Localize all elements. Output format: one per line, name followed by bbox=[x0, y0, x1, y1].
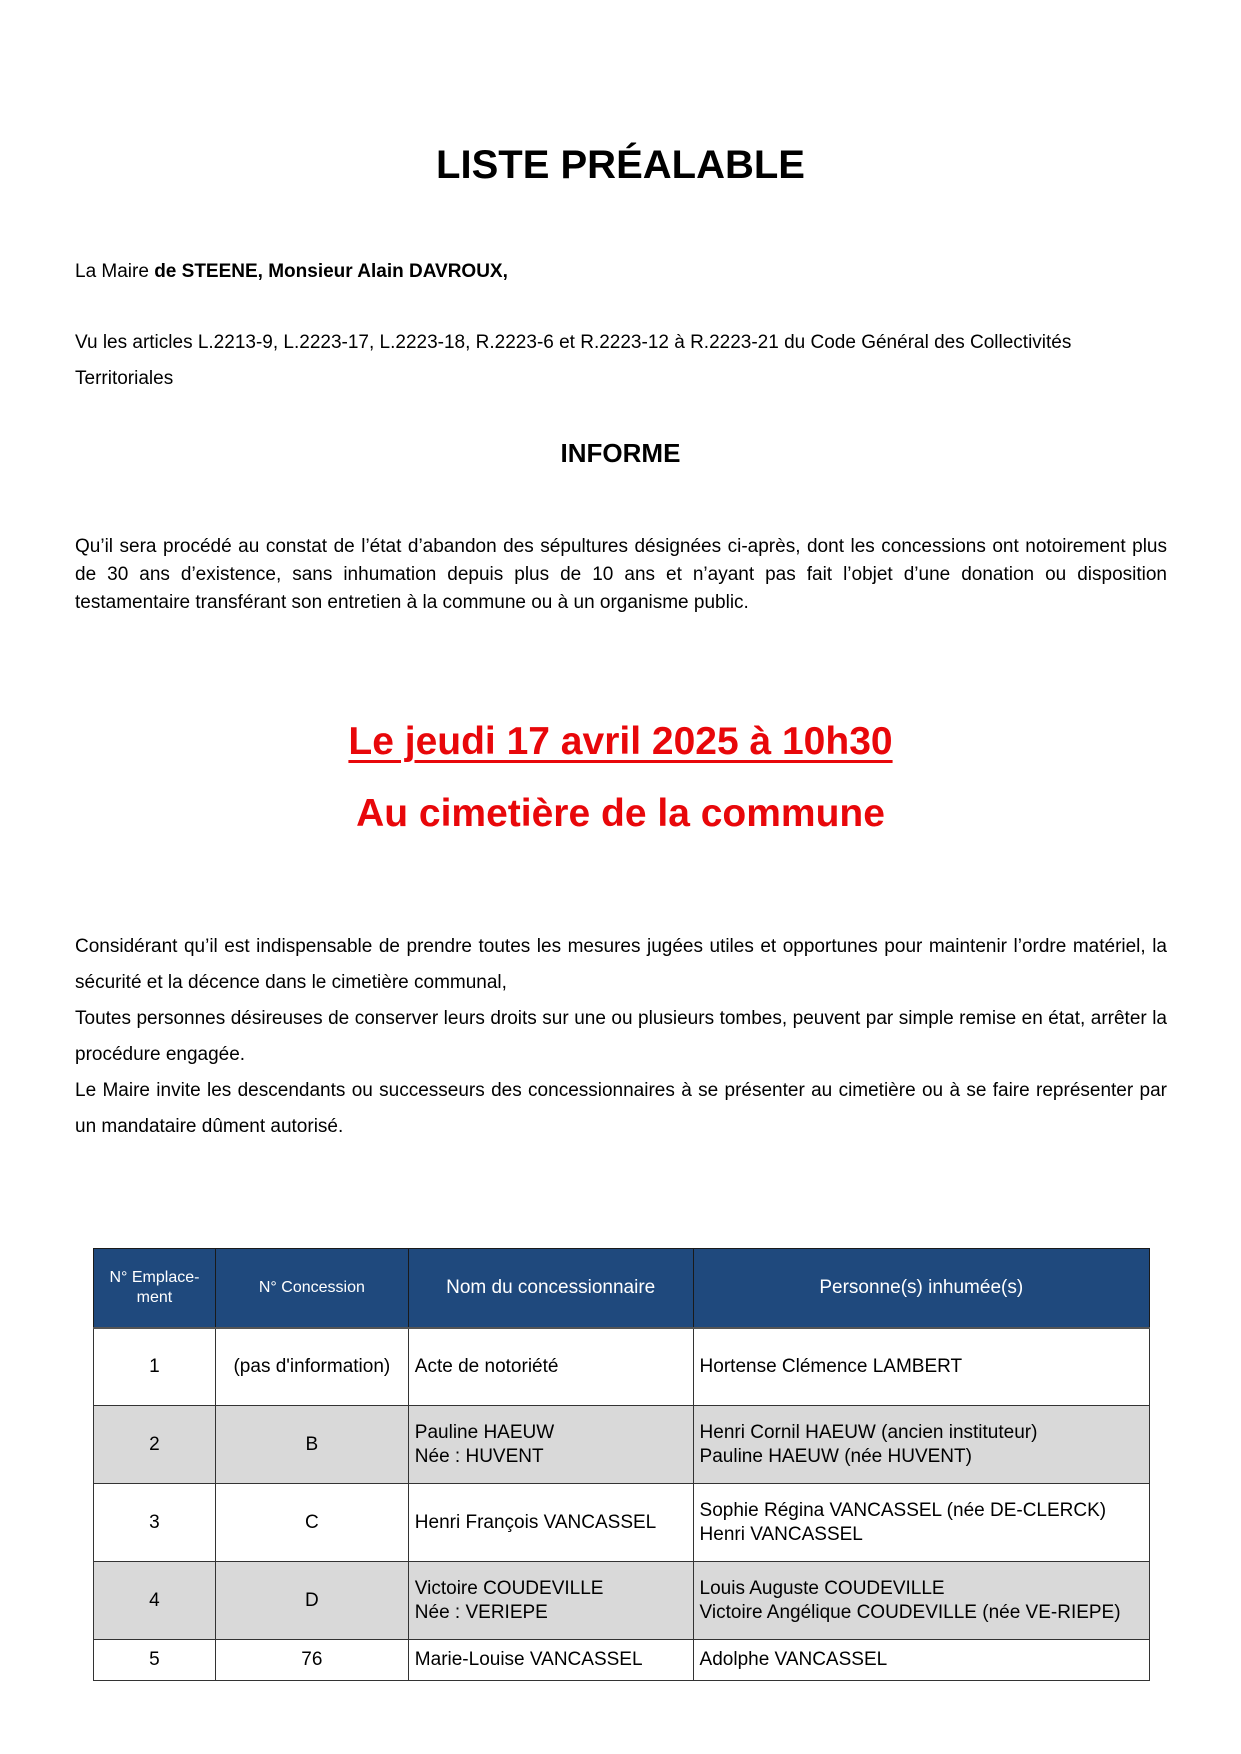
cell-inhumees bbox=[693, 1406, 1149, 1484]
cell-inhumees-line: Victoire Angélique COUDEVILLE (née VE-RIEPE) bbox=[699, 1601, 1121, 1623]
cell-concessionnaire-line: Née : HUVENT bbox=[414, 1445, 544, 1467]
cell-inhumees bbox=[693, 1562, 1149, 1640]
header-emplacement: N° Emplace-ment bbox=[94, 1249, 216, 1329]
cell-inhumees bbox=[693, 1640, 1149, 1681]
header-concession: N° Concession bbox=[215, 1249, 408, 1329]
informe-heading: INFORME bbox=[560, 438, 681, 468]
cell-emplacement-line: 4 bbox=[149, 1589, 160, 1611]
legal-references: Vu les articles L.2213-9, L.2223-17, L.2223-18, R.2223-6 et R.2223-12 à R.2223-21 du Code Général des Collectivités Territoriales bbox=[75, 332, 1072, 389]
cell-concession-line: 76 bbox=[301, 1649, 323, 1670]
consideration-paragraph: Toutes personnes désireuses de conserver leurs droits sur une ou plusieurs tombes, peuvent par simple remise en état, arrêter la procédure engagée. bbox=[75, 1008, 1167, 1065]
cell-concession bbox=[215, 1562, 408, 1640]
event-place: Au cimetière de la commune bbox=[356, 792, 885, 835]
cell-concessionnaire-line: Henri François VANCASSEL bbox=[414, 1511, 657, 1533]
mayor-name: de STEENE, Monsieur Alain DAVROUX, bbox=[154, 261, 508, 282]
table-row bbox=[94, 1640, 1150, 1681]
consideration-paragraph: Considérant qu’il est indispensable de prendre toutes les mesures jugées utiles et opportunes pour maintenir l’ordre matériel, la sécurité et la décence dans le cimetière communal, bbox=[75, 936, 1167, 993]
cell-concession bbox=[215, 1640, 408, 1681]
cell-concession bbox=[215, 1328, 408, 1406]
cell-inhumees-line: Pauline HAEUW (née HUVENT) bbox=[699, 1445, 972, 1467]
cell-concessionnaire bbox=[408, 1484, 693, 1562]
cell-emplacement bbox=[94, 1406, 216, 1484]
cell-inhumees-line: Henri Cornil HAEUW (ancien instituteur) bbox=[699, 1421, 1038, 1443]
mayor-intro bbox=[75, 254, 1167, 290]
table-row bbox=[94, 1328, 1150, 1406]
cell-concessionnaire bbox=[408, 1406, 693, 1484]
cell-emplacement-line: 1 bbox=[149, 1356, 160, 1377]
cell-concession-line: D bbox=[304, 1589, 319, 1611]
considerations bbox=[75, 929, 1167, 1145]
event-date: Le jeudi 17 avril 2025 à 10h30 bbox=[348, 720, 893, 763]
header-concessionnaire: Nom du concessionnaire bbox=[408, 1249, 693, 1329]
cell-inhumees bbox=[693, 1484, 1149, 1562]
cell-emplacement bbox=[94, 1484, 216, 1562]
cell-concessionnaire-line: Pauline HAEUW bbox=[414, 1421, 555, 1443]
table-header-row bbox=[94, 1249, 1150, 1329]
procedure-paragraph: Qu’il sera procédé au constat de l’état d’abandon des sépultures désignées ci-après, dont les concessions ont notoirement plus de 30 ans d’existence, sans inhumation depuis plus de 10 ans et n’ayant pas fait l’objet d’une donation ou disposition testamentaire transférant son entretien à la commune ou à un organisme public. bbox=[75, 536, 1167, 613]
intro-prefix: La Maire bbox=[75, 261, 155, 282]
cell-concessionnaire-line: Née : VERIEPE bbox=[414, 1601, 548, 1623]
cell-emplacement bbox=[94, 1562, 216, 1640]
cell-concessionnaire bbox=[408, 1562, 693, 1640]
cell-emplacement-line: 5 bbox=[149, 1649, 160, 1670]
cell-concessionnaire bbox=[408, 1328, 693, 1406]
cell-emplacement bbox=[94, 1640, 216, 1681]
consideration-paragraph: Le Maire invite les descendants ou successeurs des concessionnaires à se présenter au cimetière ou à se faire représenter par un mandataire dûment autorisé. bbox=[75, 1080, 1167, 1137]
cell-inhumees bbox=[693, 1328, 1149, 1406]
cell-inhumees-line: Hortense Clémence LAMBERT bbox=[699, 1356, 963, 1377]
header-inhumees: Personne(s) inhumée(s) bbox=[693, 1249, 1149, 1329]
page-title: LISTE PRÉALABLE bbox=[436, 143, 805, 187]
concessions-table bbox=[93, 1248, 1150, 1681]
cell-concession bbox=[215, 1484, 408, 1562]
cell-inhumees-line: Louis Auguste COUDEVILLE bbox=[699, 1577, 945, 1599]
cell-emplacement bbox=[94, 1328, 216, 1406]
cell-concessionnaire-line: Marie-Louise VANCASSEL bbox=[414, 1649, 643, 1670]
cell-inhumees-line: Adolphe VANCASSEL bbox=[699, 1649, 888, 1670]
cell-emplacement-line: 3 bbox=[149, 1511, 160, 1533]
cell-inhumees-line: Sophie Régina VANCASSEL (née DE-CLERCK) bbox=[699, 1499, 1107, 1521]
cell-inhumees-line: Henri VANCASSEL bbox=[699, 1523, 863, 1545]
table-row bbox=[94, 1406, 1150, 1484]
cell-concessionnaire-line: Victoire COUDEVILLE bbox=[414, 1577, 604, 1599]
cell-concessionnaire bbox=[408, 1640, 693, 1681]
table-row bbox=[94, 1562, 1150, 1640]
cell-emplacement-line: 2 bbox=[149, 1433, 160, 1455]
cell-concession-line: (pas d'information) bbox=[233, 1356, 391, 1377]
cell-concession-line: C bbox=[304, 1511, 319, 1533]
cell-concession bbox=[215, 1406, 408, 1484]
table-row bbox=[94, 1484, 1150, 1562]
cell-concession-line: B bbox=[305, 1433, 319, 1455]
cell-concessionnaire-line: Acte de notoriété bbox=[414, 1356, 559, 1377]
